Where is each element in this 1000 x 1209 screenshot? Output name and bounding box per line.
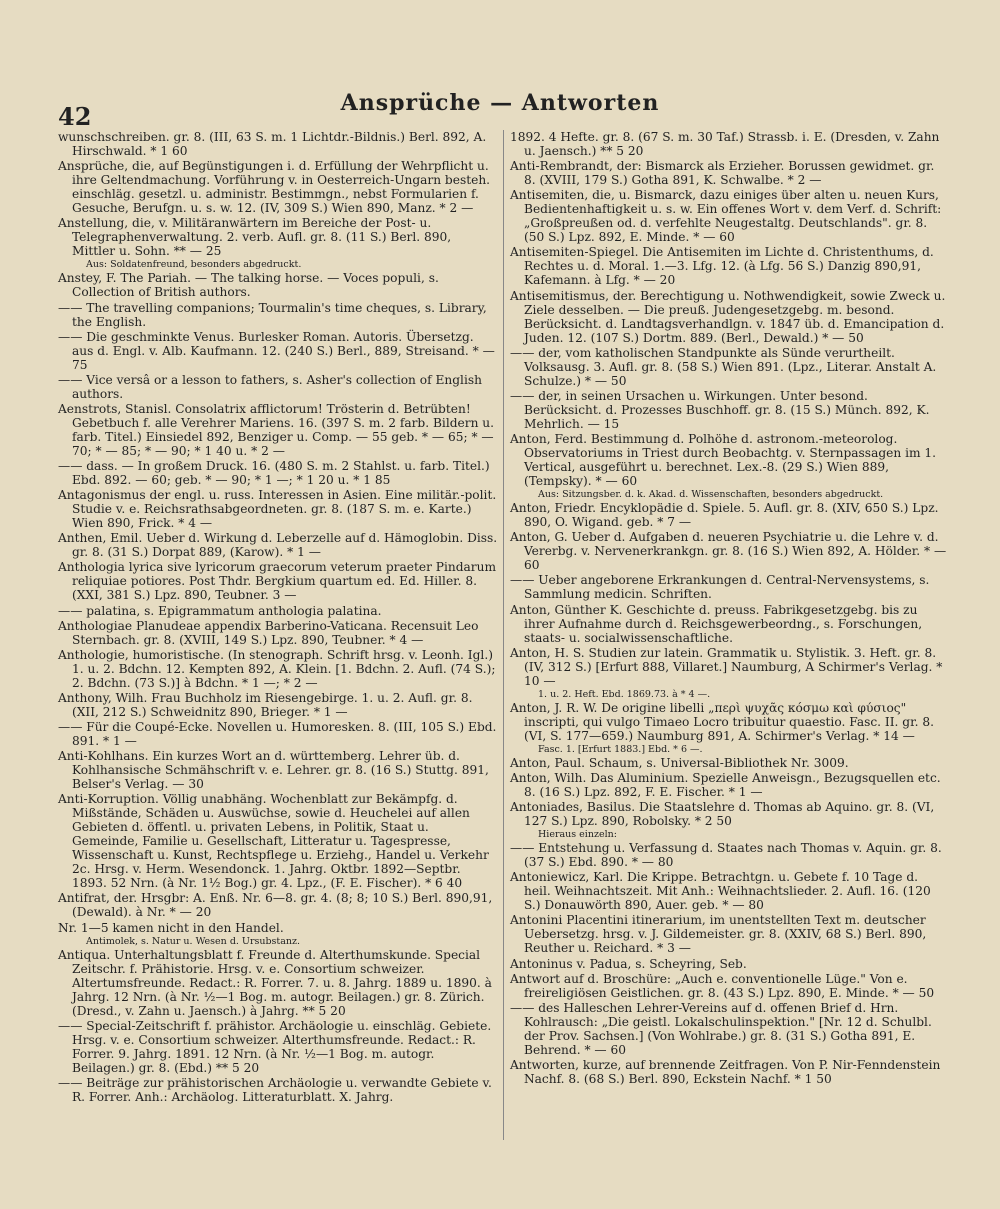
bibliography-entry: Ansprüche, die, auf Begünstigungen i. d. Erfüllung der Wehrpflicht u. ihre Geltendmachung. Vorführung v. in Oesterreich-Ungarn besteh. einschläg. gesetzl. u. administr. Bestimmgn., nebst Formularien f. Gesuche, Berufgn. u. s. w. 12. (IV, 309 S.) Wien 890, Manz. * 2 —: [58, 159, 491, 216]
bibliography-entry: Fasc. 1. [Erfurt 1883.] Ebd. * 6 —.: [538, 743, 703, 755]
bibliography-entry: Antwort auf d. Broschüre: „Auch e. conventionelle Lüge." Von e. freireligiösen Geistlichen. gr. 8. (43 S.) Lpz. 890, E. Minde. * — 50: [510, 971, 935, 1000]
bibliography-entry: —— palatina, s. Epigrammatum anthologia palatina.: [58, 603, 382, 618]
bibliography-entry: —— Beiträge zur prähistorischen Archäologie u. verwandte Gebiete v. R. Forrer. Anh.: Archäolog. Litteraturblatt. X. Jahrg.: [58, 1076, 492, 1105]
bibliography-entry: Antworten, kurze, auf brennende Zeitfragen. Von P. Nir-Fenndenstein Nachf. 8. (68 S.) Berl. 890, Eckstein Nachf. * 1 50: [510, 1057, 941, 1086]
bibliography-entry: 1892. 4 Hefte. gr. 8. (67 S. m. 30 Taf.) Strassb. i. E. (Dresden, v. Zahn u. Jaensch.) ** 5 20: [510, 130, 940, 159]
bibliography-entry: Anstey, F. The Pariah. — The talking horse. — Voces populi, s. Collection of British authors.: [58, 271, 439, 300]
bibliography-entry: —— der, vom katholischen Standpunkte als Sünde verurtheilt. Volksausg. 3. Aufl. gr. 8. (58 S.) Wien 891. (Lpz., Literar. Anstalt A. Schulze.) * — 50: [510, 345, 937, 388]
bibliography-entry: —— Vice versâ or a lesson to fathers, s. Asher's collection of English authors.: [58, 372, 482, 401]
bibliography-entry: Anstellung, die, v. Militäranwärtern im Bereiche der Post- u. Telegraphenverwaltung. 2. verb. Aufl. gr. 8. (11 S.) Berl. 890, Mittler u. Sohn. ** — 25: [58, 216, 452, 259]
bibliography-entry: Anton, Günther K. Geschichte d. preuss. Fabrikgesetzgebg. bis zu ihrer Aufnahme durch d. Reichsgewerbeordng., s. Forschungen, staats- u. socialwissenschaftliche.: [510, 602, 923, 645]
bibliography-entry: Nr. 1—5 kamen nicht in den Handel.: [58, 920, 284, 935]
bibliography-entry: —— The travelling companions; Tourmalin's time cheques, s. Library, the English.: [58, 300, 487, 329]
bibliography-entry: Anton, Wilh. Das Aluminium. Spezielle Anweisgn., Bezugsquellen etc. 8. (16 S.) Lpz. 892, F. E. Fischer. * 1 —: [510, 770, 941, 800]
bibliography-entry: Antoninus v. Padua, s. Scheyring, Seb.: [510, 956, 747, 971]
bibliography-entry: Anton, Paul. Schaum, s. Universal-Bibliothek Nr. 3009.: [510, 755, 849, 770]
bibliography-entry: —— des Halleschen Lehrer-Vereins auf d. offenen Brief d. Hrn. Kohlrausch: „Die geistl. Lokalschulinspektion." [Nr. 12 d. Schulbl. der Prov. Sachsen.] (Von Wohlrabe.) gr. 8. (31 S.) Gotha 891, E. Behrend. * — 60: [510, 1000, 932, 1057]
bibliography-entry: Antisemitismus, der. Berechtigung u. Nothwendigkeit, sowie Zweck u. Ziele desselben. — Die preuß. Judengesetzgebg. m. besond. Berücksicht. d. Landtagsverhandlgn. v. 1847 üb. d. Emancipation d. Juden. 12. (107 S.) Dortm. 889. (Berl., Dewald.) * — 50: [510, 288, 946, 345]
bibliography-entry: —— Entstehung u. Verfassung d. Staates nach Thomas v. Aquin. gr. 8. (37 S.) Ebd. 890. * — 80: [510, 841, 942, 870]
right-column: [510, 130, 948, 1087]
bibliography-entry: 1. u. 2. Heft. Ebd. 1869.73. à * 4 —.: [538, 688, 711, 700]
bibliography-entry: Anthen, Emil. Ueber d. Wirkung d. Leberzelle auf d. Hämoglobin. Diss. gr. 8. (31 S.) Dorpat 889, (Karow). * 1 —: [58, 531, 498, 560]
bibliography-entry: Antisemiten, die, u. Bismarck, dazu einiges über alten u. neuen Kurs, Bedientenhaftigkeit u. s. w. Ein offenes Wort v. dem Verf. d. Schrift: „Großpreußen od. d. verfehlte Neugestaltg. Deutschlands". gr. 8. (50 S.) Lpz. 892, E. Minde. * — 60: [510, 188, 942, 245]
bibliography-entry: Anti-Korruption. Völlig unabhäng. Wochenblatt zur Bekämpfg. d. Mißstände, Schäden u. Auswüchse, sowie d. Heuchelei auf allen Gebieten d. öffentl. u. privaten Lebens, in Politik, Staat u. Gemeinde, Familie u. Gesellschaft, Litteratur u. Tagespresse, Wissenschaft u. Kunst, Rechtspflege u. Erziehg., Handel u. Verkehr 2c. Hrsg. v. Herm. Wesendonck. 1. Jahrg. Oktbr. 1892—Septbr. 1893. 52 Nrn. (à Nr. 1½ Bog.) gr. 4. Lpz., (F. E. Fischer). * 6 40: [58, 792, 489, 891]
bibliography-entry: wunschschreiben. gr. 8. (III, 63 S. m. 1 Lichtdr.-Bildnis.) Berl. 892, A. Hirschwald. * 1 60: [58, 130, 487, 159]
running-head: Ansprüche — Antworten: [340, 90, 660, 116]
bibliography-entry: Anthologiae Planudeae appendix Barberino-Vaticana. Recensuit Leo Sternbach. gr. 8. (XVIII, 149 S.) Lpz. 890, Teubner. * 4 —: [58, 618, 479, 647]
bibliography-entry: —— der, in seinen Ursachen u. Wirkungen. Unter besond. Berücksicht. d. Prozesses Buschhoff. gr. 8. (15 S.) Münch. 892, K. Mehrlich. — 15: [510, 388, 930, 431]
bibliography-entry: Anton, J. R. W. De origine libelli „περὶ ψυχᾶς κόσμω καὶ φύσιος" inscripti, qui vulgo Timaeo Locro tribuitur quaestio. Fasc. II. gr. 8. (VI, S. 177—659.) Naumburg 891, A. Schirmer's Verlag. * 14 —: [510, 700, 934, 743]
bibliography-entry: Antoniades, Basilus. Die Staatslehre d. Thomas ab Aquino. gr. 8. (VI, 127 S.) Lpz. 890, Robolsky. * 2 50: [510, 800, 935, 829]
bibliography-entry: Anthologia lyrica sive lyricorum graecorum veterum praeter Pindarum reliquiae potiores. Post Thdr. Bergkium quartum ed. Ed. Hiller. 8. (XXI, 381 S.) Lpz. 890, Teubner. 3 —: [58, 560, 497, 603]
bibliography-entry: Antoniewicz, Karl. Die Krippe. Betrachtgn. u. Gebete f. 10 Tage d. heil. Weihnachtszeit. Mit Anh.: Weihnachtslieder. 2. Aufl. 16. (120 S.) Donauwörth 890, Auer. geb. * — 80: [510, 870, 931, 913]
bibliography-entry: Aenstrots, Stanisl. Consolatrix afflictorum! Trösterin d. Betrübten! Gebetbuch f. alle Verehrer Mariens. 16. (397 S. m. 2 farb. Bildern u. farb. Titel.) Einsiedel 892, Benziger u. Comp. — 55 geb. * — 65; * — 70; * — 85; * — 90; * 1 40 u. * 2 —: [58, 401, 495, 458]
bibliography-entry: Antifrat, der. Hrsgbr: A. Enß. Nr. 6—8. gr. 4. (8; 8; 10 S.) Berl. 890,91, (Dewald). à Nr. * — 20: [58, 891, 493, 920]
bibliography-entry: Antimolek, s. Natur u. Wesen d. Ursubstanz.: [86, 935, 301, 947]
bibliography-entry: Aus: Sitzungsber. d. k. Akad. d. Wissenschaften, besonders abgedruckt.: [538, 489, 884, 501]
bibliography-entry: Anton, Friedr. Encyklopädie d. Spiele. 5. Aufl. gr. 8. (XIV, 650 S.) Lpz. 890, O. Wigand. geb. * 7 —: [510, 501, 939, 530]
bibliography-entry: Aus: Soldatenfreund, besonders abgedruckt.: [86, 259, 302, 271]
bibliography-entry: Antiqua. Unterhaltungsblatt f. Freunde d. Alterthumskunde. Special Zeitschr. f. Prähistorie. Hrsg. v. e. Consortium schweizer. Altertumsfreunde. Redact.: R. Forrer. 7. u. 8. Jahrg. 1889 u. 1890. à Jahrg. 12 Nrn. (à Nr. ½—1 Bog. m. autogr. Beilagen.) gr. 8. Zürich. (Dresd., v. Zahn u. Jaensch.) à Jahrg. ** 5 20: [58, 947, 492, 1018]
bibliography-entry: Anthologie, humoristische. (In stenograph. Schrift hrsg. v. Leonh. Igl.) 1. u. 2. Bdchn. 12. Kempten 892, A. Klein. [1. Bdchn. 2. Aufl. (74 S.); 2. Bdchn. (73 S.)] à Bdchn. * 1 —; * 2 —: [58, 647, 496, 690]
bibliography-entry: —— Für die Coupé-Ecke. Novellen u. Humoresken. 8. (III, 105 S.) Ebd. 891. * 1 —: [58, 719, 497, 748]
bibliography-entry: Anti-Rembrandt, der: Bismarck als Erzieher. Borussen gewidmet. gr. 8. (XVIII, 179 S.) Gotha 891, K. Schwalbe. * 2 —: [510, 159, 935, 188]
bibliography-entry: —— Ueber angeborene Erkrankungen d. Central-Nervensystems, s. Sammlung medicin. Schriften.: [510, 573, 930, 602]
left-column: [58, 130, 498, 1105]
bibliography-entry: Anton, G. Ueber d. Aufgaben d. neueren Psychiatrie u. die Lehre v. d. Vererbg. v. Nervenerkrankgn. gr. 8. (16 S.) Wien 892, A. Hölder. * — 60: [510, 530, 947, 573]
bibliography-entry: Hieraus einzeln:: [538, 829, 617, 841]
bibliography-entry: Anti-Kohlhans. Ein kurzes Wort an d. württemberg. Lehrer üb. d. Kohlhansische Schmähschrift v. e. Lehrer. gr. 8. (16 S.) Stuttg. 891, Belser's Verlag. — 30: [58, 748, 489, 792]
page-number: 42: [58, 102, 92, 131]
bibliography-entry: Anton, H. S. Studien zur latein. Grammatik u. Stylistik. 3. Heft. gr. 8. (IV, 312 S.) [Erfurt 888, Villaret.] Naumburg, A Schirmer's Verlag. * 10 —: [510, 645, 943, 688]
bibliography-entry: Antagonismus der engl. u. russ. Interessen in Asien. Eine militär.-polit. Studie v. e. Reichsrathsabgeordneten. gr. 8. (187 S. m. e. Karte.) Wien 890, Frick. * 4 —: [58, 488, 497, 531]
bibliography-entry: Anton, Ferd. Bestimmung d. Polhöhe d. astronom.-meteorolog. Observatoriums in Triest durch Beobachtg. v. Sternpassagen im 1. Vertical, ausgeführt u. berechnet. Lex.-8. (29 S.) Wien 889, (Tempsky). * — 60: [510, 431, 937, 489]
column-rule: [503, 130, 504, 1140]
bibliography-entry: Antisemiten-Spiegel. Die Antisemiten im Lichte d. Christenthums, d. Rechtes u. d. Moral. 1.—3. Lfg. 12. (à Lfg. 56 S.) Danzig 890,91, Kafemann. à Lfg. * — 20: [510, 245, 934, 288]
bibliography-entry: —— Special-Zeitschrift f. prähistor. Archäologie u. einschläg. Gebiete. Hrsg. v. e. Consortium schweizer. Alterthumsfreunde. Redact.: R. Forrer. 9. Jahrg. 1891. 12 Nrn. (à Nr. ½—1 Bog. m. autogr. Beilagen.) gr. 8. (Ebd.) ** 5 20: [58, 1018, 492, 1075]
bibliography-entry: Antonini Placentini itinerarium, im unentstellten Text m. deutscher Uebersetzg. hrsg. v. J. Gildemeister. gr. 8. (XXIV, 68 S.) Berl. 890, Reuther u. Reichard. * 3 —: [510, 913, 927, 956]
bibliography-entry: Anthony, Wilh. Frau Buchholz im Riesengebirge. 1. u. 2. Aufl. gr. 8. (XII, 212 S.) Schweidnitz 890, Brieger. * 1 —: [58, 690, 473, 719]
bibliography-entry: —— Die geschminkte Venus. Burlesker Roman. Autoris. Übersetzg. aus d. Engl. v. Alb. Kaufmann. 12. (240 S.) Berl., 889, Streisand. * — 75: [58, 329, 495, 372]
bibliography-entry: —— dass. — In großem Druck. 16. (480 S. m. 2 Stahlst. u. farb. Titel.) Ebd. 892. — 60; geb. * — 90; * 1 —; * 1 20 u. * 1 85: [58, 459, 490, 488]
